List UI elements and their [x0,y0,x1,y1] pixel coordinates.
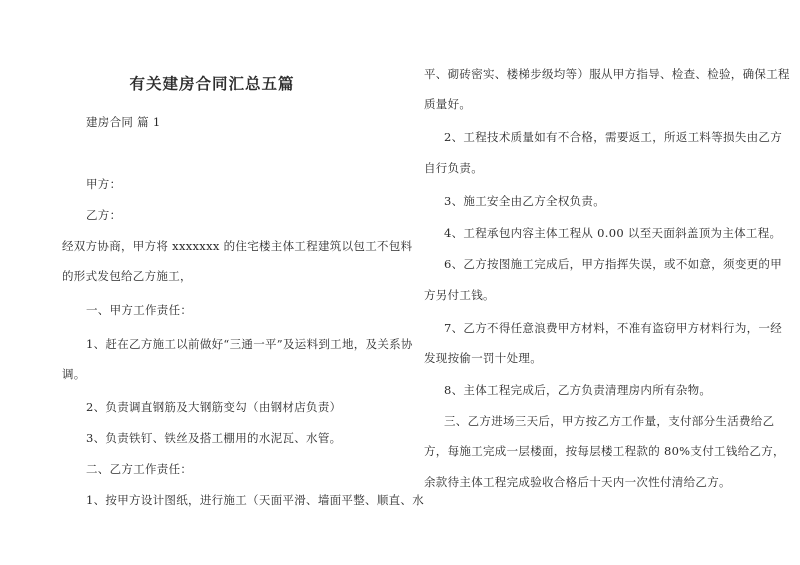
paragraph-line: 8、主体工程完成后，乙方负责清理房内所有杂物。 [444,383,712,397]
paragraph-line: 的形式发包给乙方施工， [62,269,192,283]
paragraph-line: 甲方： [86,177,122,191]
paragraph-line: 发现按偷一罚十处理。 [424,351,542,365]
paragraph-line: 二、乙方工作责任： [86,462,193,476]
paragraph-line: 7、乙方不得任意浪费甲方材料，不准有盗窃甲方材料行为，一经 [444,321,783,335]
paragraph-line: 4、工程承包内容主体工程从 0.00 以至天面斜盖顶为主体工程。 [444,226,782,240]
paragraph-line: 自行负责。 [424,161,483,175]
paragraph-line: 质量好。 [424,97,472,111]
paragraph-line: 调。 [62,367,86,381]
paragraph-line: 乙方： [86,208,122,222]
section-heading: 建房合同 篇 1 [86,115,161,129]
paragraph-line: 一、甲方工作责任： [86,303,193,317]
paragraph-line: 经双方协商，甲方将 xxxxxxx 的住宅楼主体工程建筑以包工不包料 [62,239,413,253]
paragraph-line: 1、赶在乙方施工以前做好“三通一平”及运料到工地，及关系协 [86,337,413,351]
document-title: 有关建房合同汇总五篇 [129,74,295,93]
paragraph-line: 余款待主体工程完成验收合格后十天内一次性付清给乙方。 [424,475,731,489]
paragraph-line: 2、负责调直钢筋及大钢筋变勾（由钢材店负责） [86,400,342,414]
paragraph-line: 方另付工钱。 [424,288,495,302]
paragraph-line: 方，每施工完成一层楼面，按每层楼工程款的 80%支付工钱给乙方， [424,444,785,458]
paragraph-line: 2、工程技术质量如有不合格，需要返工，所返工料等损失由乙方 [444,130,783,144]
paragraph-line: 6、乙方按图施工完成后，甲方指挥失误，或不如意，须变更的甲 [444,257,783,271]
paragraph-line: 3、施工安全由乙方全权负责。 [444,194,606,208]
paragraph-line: 平、砌砖密实、楼梯步级均等）服从甲方指导、检查、检验，确保工程 [424,67,790,81]
paragraph-line: 1、按甲方设计图纸，进行施工（天面平滑、墙面平整、顺直、水 [86,493,425,507]
paragraph-line: 3、负责铁钉、铁丝及搭工棚用的水泥瓦、水管。 [86,431,342,445]
paragraph-line: 三、乙方进场三天后，甲方按乙方工作量，支付部分生活费给乙 [444,414,775,428]
